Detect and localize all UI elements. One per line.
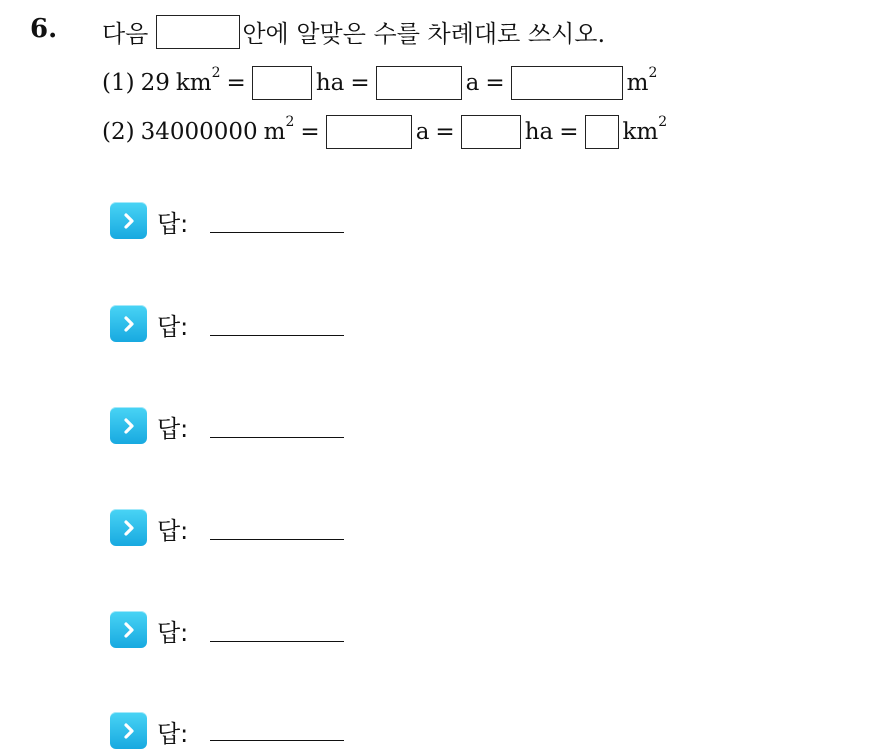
question-number: 6. bbox=[30, 14, 58, 44]
problem-2-unit-4: km bbox=[622, 119, 659, 145]
problem-1-unit-2: ha bbox=[315, 70, 345, 96]
answer-label: 답: bbox=[157, 415, 189, 443]
problem-2 bbox=[102, 115, 667, 149]
superscript: 2 bbox=[648, 65, 658, 81]
answer-label: 답: bbox=[157, 313, 189, 341]
problem-1-unit-3: a bbox=[465, 70, 480, 96]
answer-box-1-3[interactable] bbox=[511, 66, 623, 100]
answer-label: 답: bbox=[157, 517, 189, 545]
answer-box-1-1[interactable] bbox=[252, 66, 312, 100]
equals-sign: = bbox=[435, 119, 455, 145]
answer-line[interactable] bbox=[210, 305, 344, 336]
answer-box-2-2[interactable] bbox=[461, 115, 521, 149]
question-prefix: 다음 bbox=[102, 20, 149, 48]
answer-line[interactable] bbox=[210, 712, 344, 741]
answer-label: 답: bbox=[157, 619, 189, 647]
problem-2-unit-1: m bbox=[263, 119, 286, 145]
answer-line[interactable] bbox=[210, 407, 344, 438]
answer-line[interactable] bbox=[210, 202, 344, 233]
chevron-right-icon bbox=[110, 509, 147, 546]
answer-label: 답: bbox=[157, 210, 189, 238]
answer-row-3 bbox=[110, 407, 344, 444]
chevron-right-icon bbox=[110, 407, 147, 444]
problem-2-unit-3: ha bbox=[524, 119, 554, 145]
equals-sign: = bbox=[350, 70, 370, 96]
answer-label: 답: bbox=[157, 720, 189, 748]
problem-1-label: (1) bbox=[102, 70, 135, 96]
problem-2-unit-2: a bbox=[415, 119, 430, 145]
blank-box-example bbox=[156, 15, 240, 49]
superscript: 2 bbox=[211, 65, 221, 81]
answer-line[interactable] bbox=[210, 611, 344, 642]
answer-box-1-2[interactable] bbox=[376, 66, 462, 100]
answer-line[interactable] bbox=[210, 509, 344, 540]
problem-2-value: 34000000 bbox=[140, 119, 258, 145]
problem-1-unit-1: km bbox=[175, 70, 212, 96]
problem-2-label: (2) bbox=[102, 119, 135, 145]
equals-sign: = bbox=[559, 119, 579, 145]
answer-box-2-1[interactable] bbox=[326, 115, 412, 149]
question-suffix: 안에 알맞은 수를 차례대로 쓰시오. bbox=[242, 20, 606, 48]
equals-sign: = bbox=[226, 70, 246, 96]
equals-sign: = bbox=[300, 119, 320, 145]
problem-1-unit-4: m bbox=[626, 70, 649, 96]
problem-1 bbox=[102, 66, 657, 100]
chevron-right-icon bbox=[110, 202, 147, 239]
question-text bbox=[102, 14, 605, 49]
chevron-right-icon bbox=[110, 305, 147, 342]
superscript: 2 bbox=[285, 114, 295, 130]
problem-1-value: 29 bbox=[140, 70, 170, 96]
answer-row-5 bbox=[110, 611, 344, 648]
equals-sign: = bbox=[485, 70, 505, 96]
answer-row-4 bbox=[110, 509, 344, 546]
answer-box-2-3[interactable] bbox=[585, 115, 619, 149]
answer-row-1 bbox=[110, 202, 344, 239]
chevron-right-icon bbox=[110, 712, 147, 749]
superscript: 2 bbox=[658, 114, 668, 130]
answer-row-6 bbox=[110, 712, 344, 749]
chevron-right-icon bbox=[110, 611, 147, 648]
answer-row-2 bbox=[110, 305, 344, 342]
